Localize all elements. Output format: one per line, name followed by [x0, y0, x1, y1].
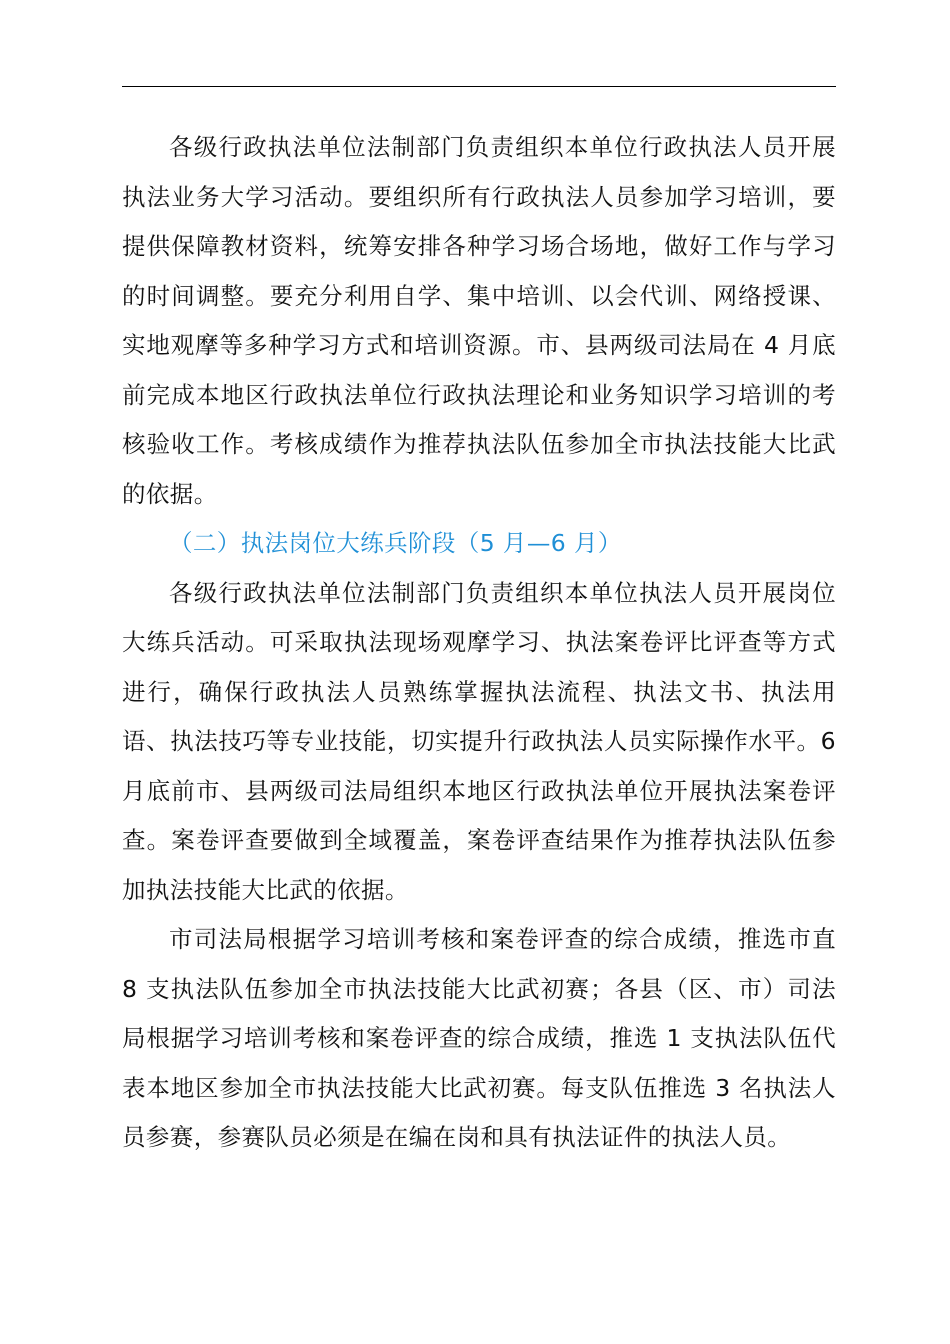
section-heading-drill-stage: （二）执法岗位大练兵阶段（5 月—6 月）: [169, 529, 622, 557]
paragraph-study-training: 各级行政执法单位法制部门负责组织本单位行政执法人员开展执法业务大学习活动。要组织所有行政执法人员参加学习培训，要提供保障教材资料，统筹安排各种学习场合场地，做好工作与学习的时间调整。要充分利用自学、集中培训、以会代训、网络授课、实地观摩等多种学习方式和培训资源。市、县两级司法局在 4 月底前完成本地区行政执法单位行政执法理论和业务知识学习培训的考核验收工作。考核成绩作为推荐执法队伍参加全市执法技能大比武的依据。: [122, 133, 836, 508]
paragraph-team-selection: 市司法局根据学习培训考核和案卷评查的综合成绩，推选市直 8 支执法队伍参加全市执法技能大比武初赛；各县（区、市）司法局根据学习培训考核和案卷评查的综合成绩，推选 1 支执法队伍代表本地区参加全市执法技能大比武初赛。每支队伍推选 3 名执法人员参赛，参赛队员必须是在编在岗和具有执法证件的执法人员。: [122, 925, 836, 1151]
paragraph-drill-activities: 各级行政执法单位法制部门负责组织本单位执法人员开展岗位大练兵活动。可采取执法现场观摩学习、执法案卷评比评查等方式进行，确保行政执法人员熟练掌握执法流程、执法文书、执法用语、执法技巧等专业技能，切实提升行政执法人员实际操作水平。6 月底前市、县两级司法局组织本地区行政执法单位开展执法案卷评查。案卷评查要做到全域覆盖，案卷评查结果作为推荐执法队伍参加执法技能大比武的依据。: [122, 578, 836, 904]
document-body: [122, 123, 836, 1163]
header-rule: [122, 86, 836, 87]
